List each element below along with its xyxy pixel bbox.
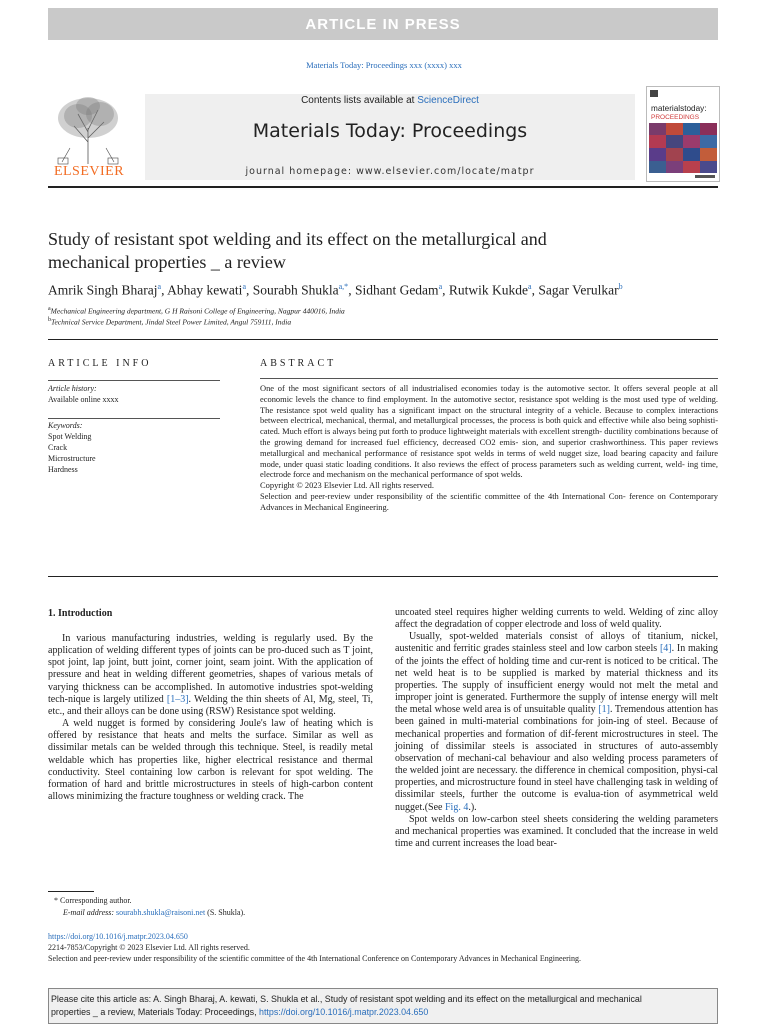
- issn-copyright: 2214-7853/Copyright © 2023 Elsevier Ltd. All rights reserved.: [48, 943, 250, 952]
- paragraph: uncoated steel requires higher welding currents to weld. Welding of zinc alloy affect the degradation of copper electrode and loss of weld quality.: [395, 607, 718, 631]
- email-link[interactable]: sourabh.shukla@raisoni.net: [116, 908, 206, 917]
- journal-title: Materials Today: Proceedings: [252, 120, 528, 142]
- body-column-left: [48, 633, 373, 803]
- citation-link[interactable]: [1–3]: [166, 693, 189, 705]
- article-info-rule: [48, 380, 220, 381]
- article-in-press-banner: [48, 8, 718, 40]
- author-affil-mark[interactable]: a: [157, 282, 162, 291]
- keywords-rule: [48, 418, 220, 419]
- author-name[interactable]: Amrik Singh Bharaj: [48, 282, 158, 298]
- affiliation-text: Technical Service Department, Jindal Steel Power Limited, Angul 759111, India: [51, 317, 292, 327]
- author-name[interactable]: Sidhant Gedam: [354, 282, 439, 298]
- paper-title-line2: mechanical properties _ a review: [48, 252, 286, 272]
- body-column-right: [395, 607, 718, 850]
- author-name[interactable]: Abhay kewati: [167, 282, 243, 298]
- affiliation: [48, 306, 345, 316]
- email-label: E-mail address:: [63, 908, 117, 917]
- author-name[interactable]: Rutwik Kukde: [448, 282, 528, 298]
- author-affil-mark[interactable]: a: [528, 282, 532, 291]
- abstract-heading: ABSTRACT: [260, 358, 337, 369]
- contents-line: [145, 95, 635, 106]
- article-history-value: Available online xxxx: [48, 395, 119, 404]
- paragraph: Spot welds on low-carbon steel sheets considering the welding parameters and mechanical properties was examined. It concluded that the increase in weld time and current increases the load bear-: [395, 813, 718, 849]
- affiliation-mark: b: [48, 317, 51, 323]
- keyword: Hardness: [48, 465, 78, 474]
- citation-link[interactable]: [1]: [598, 704, 610, 716]
- sciencedirect-link[interactable]: ScienceDirect: [417, 95, 479, 106]
- email-suffix: (S. Shukla).: [205, 908, 246, 917]
- cover-title-line2: PROCEEDINGS: [651, 114, 700, 121]
- keywords-label: Keywords:: [48, 421, 83, 430]
- citation-doi-link[interactable]: https://doi.org/10.1016/j.matpr.2023.04.650: [259, 1006, 429, 1017]
- abstract-selection: Selection and peer-review under responsibility of the scientific committee of the 4th International Con- ference on Contemporary Advances in Mechanical Engineering.: [260, 490, 718, 512]
- author-affil-mark[interactable]: a: [242, 282, 246, 291]
- author-name[interactable]: Sourabh Shukla: [252, 282, 339, 298]
- affiliation: [48, 317, 291, 327]
- article-history-label: Article history:: [48, 384, 97, 393]
- citation-line1: Please cite this article as: A. Singh Bharaj, A. kewati, S. Shukla et al., Study of resistant spot welding and its effect on the metallurgical and mechanical: [51, 994, 642, 1004]
- author-affil-mark[interactable]: b: [618, 282, 623, 291]
- cover-title-line1: materialstoday:: [651, 104, 707, 113]
- section-rule: [48, 339, 718, 340]
- journal-reference-link[interactable]: Materials Today: Proceedings xxx (xxxx) xxx: [306, 60, 462, 70]
- contents-prefix: Contents lists available at: [301, 95, 418, 106]
- paragraph: In various manufacturing industries, welding is regularly used. By the application of welding different types of joints can be pro-duced such as T joint, spot joint, lap joint, butt joint, corner joint, seam joint. With the application of pressure and heat in welding different geometries, shapes of various metals of varying thickness can be accomplished. In automotive industries spot-welding tech-nique is largely utilized [1–3]. Welding the thin sheets of Al, Mg, steel, Ti, etc., and their alloys can be done using (RSW) Resistance spot welding.: [48, 633, 374, 717]
- citation-line2: properties _ a review, Materials Today: Proceedings,: [51, 1006, 260, 1017]
- selection-footer: Selection and peer-review under responsibility of the scientific committee of the 4th International Conference on Contemporary Advances in Mechanical Engineering.: [48, 954, 581, 963]
- affiliation-mark: a: [48, 306, 51, 312]
- paragraph: Usually, spot-welded materials consist of alloys of titanium, nickel, austenitic and ferritic grades stainless steel and low carbon steels [4]. In making of the joints the effect of holding time and cur-rent is noticed to be critical. The net weld heat is to be supplied is marked by material thickness and its properties. The supply of insufficient energy would not melt the metal and improper joint is generated. Furthermore the supply of intense energy will melt the metal whose weld area is of unsuitable quality [1]. Tremendous attention has been gained in multi-material combinations for join-ing of steel. Because of mechanical properties and formation of dif-ferent microstructures in steel. The joining of dissimilar steels is associated in structures of auto-assembly observation of mechani-cal behaviour and also welding process parameters of the welded joint are necessary. the difference in chemical composition, physi-cal properties, and microstructure found in steel have challenging task in welding of dissimilar steels, further the outcome is evalua-tion of asymmetrical weld nugget.(See Fig. 4.).: [395, 631, 718, 813]
- author-affil-mark[interactable]: a: [438, 282, 443, 291]
- author-name[interactable]: Sagar Verulkar: [538, 282, 619, 298]
- footnote-rule: [48, 891, 94, 892]
- affiliation-text: Mechanical Engineering department, G H Raisoni College of Engineering, Nagpur 440016, India: [50, 306, 345, 316]
- keyword: Spot Welding: [48, 432, 92, 441]
- abstract-rule: [260, 378, 718, 379]
- abstract-copyright: Copyright © 2023 Elsevier Ltd. All rights reserved.: [260, 480, 434, 491]
- author-list: Amrik Singh Bharaj$^a$, Abhay kewati$^a$, Sourabh Shukla$^{a,*}$, Sidhant Gedam$^a$, Rutwik Kukde$^a$, Sagar Verulkar$^b$: [48, 282, 623, 298]
- keyword: Microstructure: [48, 454, 96, 463]
- keyword: Crack: [48, 443, 68, 452]
- citation-box: [48, 988, 718, 1024]
- journal-homepage[interactable]: journal homepage: www.elsevier.com/locate/matpr: [245, 166, 535, 177]
- introduction-heading: 1. Introduction: [48, 608, 113, 619]
- banner-text: ARTICLE IN PRESS: [305, 15, 461, 33]
- corresponding-author-note: * Corresponding author.: [54, 896, 132, 905]
- section-rule: [48, 576, 718, 577]
- journal-cover-image: [646, 86, 720, 182]
- paper-title: [48, 228, 708, 274]
- abstract-text: One of the most significant sectors of all industrialised economies today is the automotive sector. It offers several people at all economic levels the chance to find employment. In the automotive sector, resistance spot welding is the most used type of welding. The resistance spot weld quality has a significant impact on the structural integrity of a vehicle. Because to complex interactions between electrical, mechanical, thermal, and metallurgical processes, the process is both quick and effective while also being sophisti- cated. Much effort is always being put forth to produce lightweight materials with excellent strength- ductility combinations because of the growing demand for increased fuel efficiency, decreased CO2 emis- sion, and superior crashworthiness. This paper reviews metallurgical and mechanical performance of resistance spot welds in terms of weld nugget size, load bearing capacity and failure mode, under quasi static loading conditions. It also reviews the effect of process parameters such as welding current, weld- ing time, electrode force and mechanism on the mechanical performance of spot welds.: [260, 383, 718, 480]
- figure-link[interactable]: Fig. 4: [445, 801, 469, 813]
- abstract-body: [260, 383, 718, 513]
- email-note: [63, 908, 245, 917]
- article-info-heading: ARTICLE INFO: [48, 358, 152, 369]
- author-affil-mark[interactable]: a,*: [338, 282, 349, 291]
- citation-link[interactable]: [4]: [659, 643, 672, 655]
- paragraph: A weld nugget is formed by considering Joule's law of heating which is offered by resistance that heats and melts the surface. Similar as well as dissimilar metals can be welded through this technique. Steel, is readily metal weldable which has properties like, higher electrical resistance and thermal conductivity. Steel containing low carbon is relevant for spot welding. The formation of hard and brittle microstructures in steels of high-carbon content allows minimizing the fracture toughness or welding crack. The: [48, 718, 373, 803]
- paper-title-line1: Study of resistant spot welding and its effect on the metallurgical and: [48, 229, 547, 249]
- doi-link[interactable]: https://doi.org/10.1016/j.matpr.2023.04.650: [48, 932, 188, 941]
- elsevier-wordmark: ELSEVIER: [53, 164, 125, 179]
- masthead-rule: [48, 186, 718, 188]
